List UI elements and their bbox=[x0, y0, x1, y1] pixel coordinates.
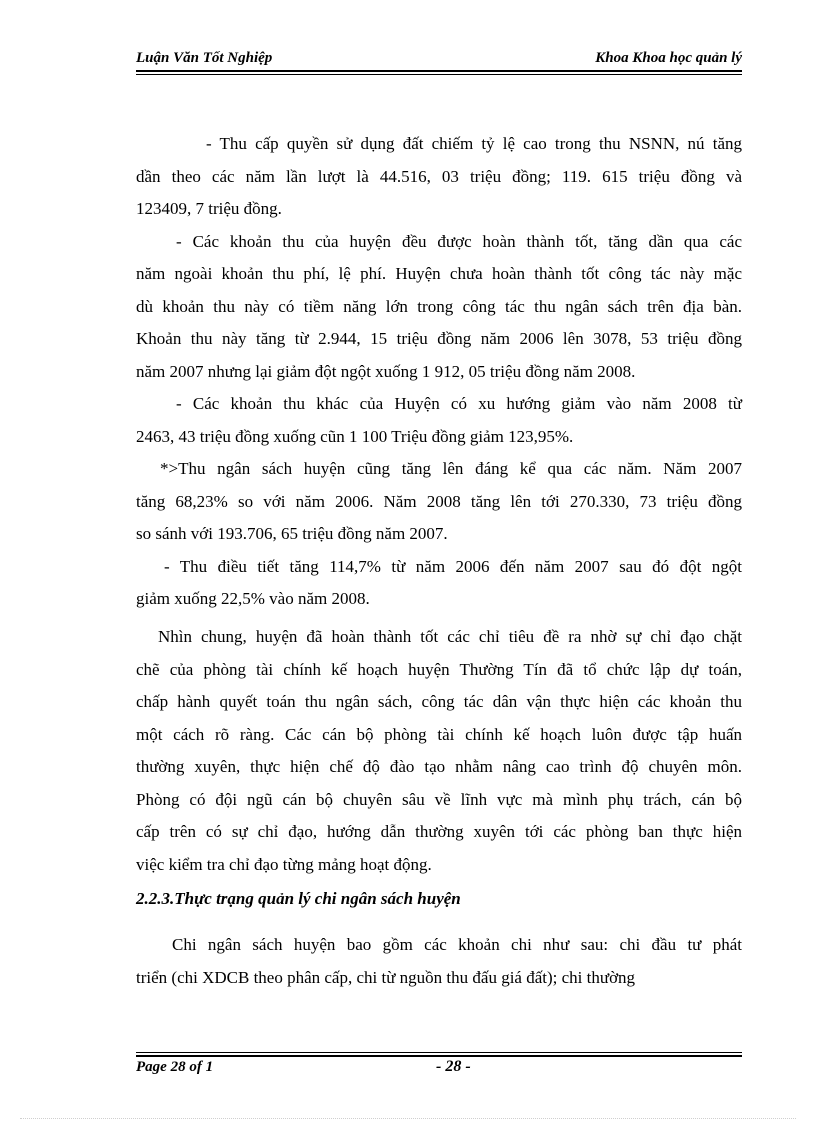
text-line: 123409, 7 triệu đồng. bbox=[136, 199, 282, 218]
footer-page-number: - 28 - bbox=[436, 1058, 471, 1075]
section-heading: 2.2.3.Thực trạng quản lý chi ngân sách huyện bbox=[136, 889, 461, 908]
text-line: cấp trên có sự chỉ đạo, hướng dẫn thường xuyên tới các phòng ban thực hiện bbox=[136, 822, 742, 841]
text-line: so sánh với 193.706, 65 triệu đồng năm 2007. bbox=[136, 524, 448, 543]
text-line: việc kiểm tra chỉ đạo từng mảng hoạt động. bbox=[136, 854, 432, 874]
text-line: năm 2007 nhưng lại giảm đột ngột xuống 1 912, 05 triệu đồng năm 2008. bbox=[136, 361, 636, 381]
footer-page-count: Page 28 of 1 bbox=[136, 1059, 214, 1075]
footer-rule bbox=[136, 1055, 742, 1057]
page-footer bbox=[136, 1050, 742, 1080]
header-faculty-name: Khoa Khoa học quản lý bbox=[595, 50, 742, 66]
text-line: dù khoản thu này có tiềm năng lớn trong công tác thu ngân sách trên địa bàn. bbox=[136, 296, 742, 316]
text-line: - Các khoản thu khác của Huyện có xu hướng giảm vào năm 2008 từ bbox=[176, 394, 742, 413]
page-header bbox=[136, 48, 742, 72]
text-line: năm ngoài khoản thu phí, lệ phí. Huyện chưa hoàn thành tốt công tác này mặc bbox=[136, 264, 742, 283]
text-line: thường xuyên, thực hiện chế độ đào tạo nhằm nâng cao trình độ chuyên môn. bbox=[136, 757, 742, 776]
text-line: chẽ của phòng tài chính kế hoạch huyện Thường Tín đã tổ chức lập dự toán, bbox=[136, 659, 742, 679]
text-line: chấp hành quyết toán thu ngân sách, công tác dân vận thực hiện các khoản thu bbox=[136, 692, 742, 711]
header-rule-thin bbox=[136, 74, 742, 75]
footer-rule-thin bbox=[136, 1052, 742, 1053]
text-line: - Các khoản thu của huyện đều được hoàn thành tốt, tăng dần qua các bbox=[176, 231, 742, 251]
text-line: triển (chi XDCB theo phân cấp, chi từ nguồn thu đấu giá đất); chi thường bbox=[136, 967, 636, 987]
text-line: Phòng có đội ngũ cán bộ chuyên sâu về lĩnh vực mà mình phụ trách, cán bộ bbox=[136, 789, 742, 809]
text-line: *>Thu ngân sách huyện cũng tăng lên đáng kể qua các năm. Năm 2007 bbox=[160, 459, 742, 478]
text-line: Nhìn chung, huyện đã hoàn thành tốt các chỉ tiêu đề ra nhờ sự chỉ đạo chặt bbox=[158, 627, 742, 646]
text-line: 2463, 43 triệu đồng xuống cũn 1 100 Triệu đồng giảm 123,95%. bbox=[136, 426, 574, 446]
page-bottom-edge bbox=[20, 1118, 796, 1119]
text-line: Chi ngân sách huyện bao gồm các khoản chi như sau: chi đầu tư phát bbox=[172, 935, 742, 954]
text-line: dần theo các năm lần lượt là 44.516, 03 triệu đồng; 119. 615 triệu đồng và bbox=[136, 166, 742, 186]
text-line: tăng 68,23% so với năm 2006. Năm 2008 tăng lên tới 270.330, 73 triệu đồng bbox=[136, 491, 742, 511]
header-thesis-title: Luận Văn Tốt Nghiệp bbox=[136, 50, 273, 66]
text-line: Khoản thu này tăng từ 2.944, 15 triệu đồng năm 2006 lên 3078, 53 triệu đồng bbox=[136, 329, 742, 348]
text-line: - Thu điều tiết tăng 114,7% từ năm 2006 đến năm 2007 sau đó đột ngột bbox=[164, 556, 742, 576]
text-line: một cách rõ ràng. Các cán bộ phòng tài chính kế hoạch luôn được tập huấn bbox=[136, 724, 742, 744]
header-rule bbox=[136, 70, 742, 72]
text-line: giảm xuống 22,5% vào năm 2008. bbox=[136, 589, 370, 608]
text-line: - Thu cấp quyền sử dụng đất chiếm tỷ lệ cao trong thu NSNN, nú tăng bbox=[206, 134, 742, 153]
